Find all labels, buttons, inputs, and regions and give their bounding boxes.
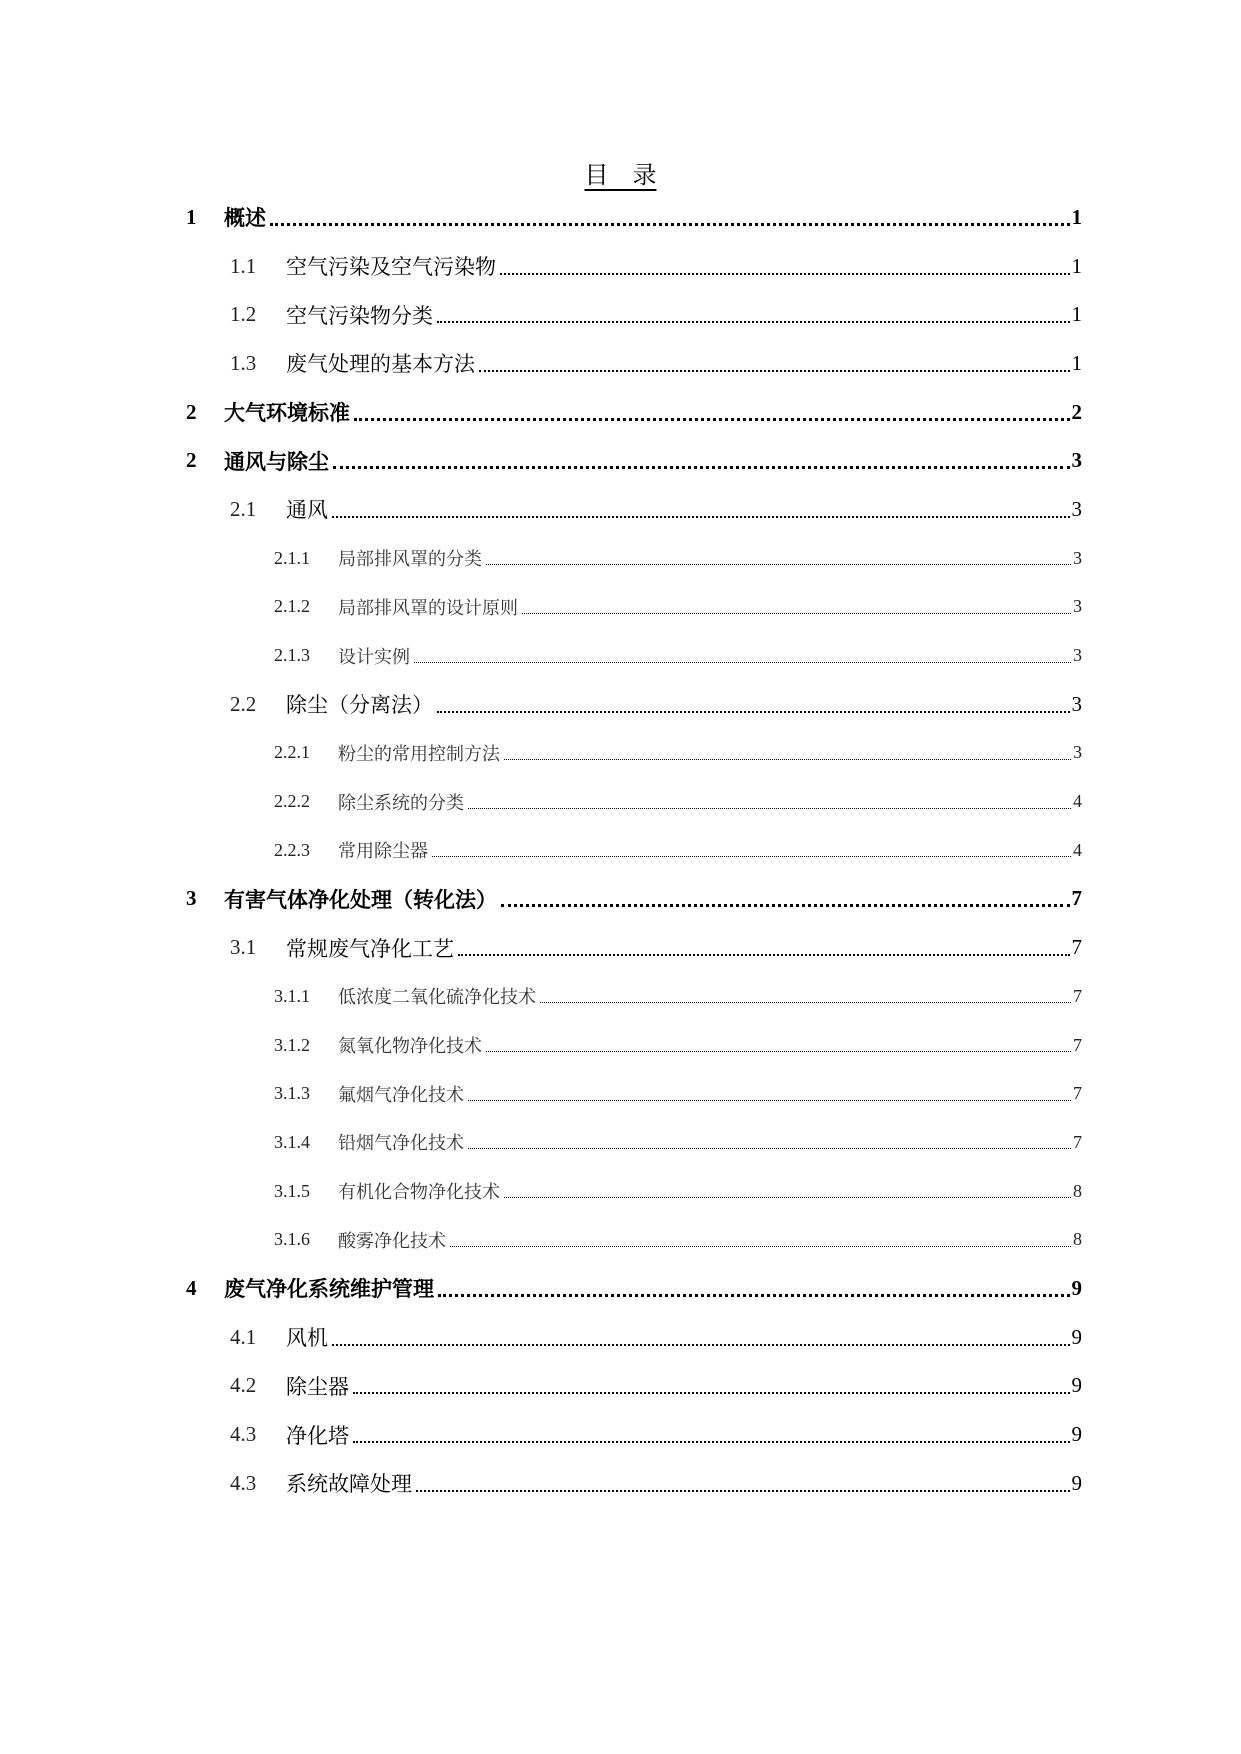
toc-entry-title: 常用除尘器 bbox=[338, 841, 428, 863]
toc-entry-level-2[interactable] bbox=[0, 242, 1241, 291]
dot-leader bbox=[486, 549, 1071, 567]
toc-entry-level-3[interactable] bbox=[0, 1021, 1241, 1070]
dot-leader bbox=[450, 1231, 1071, 1249]
toc-entry-level-2[interactable] bbox=[0, 680, 1241, 729]
toc-entry-number: 2.2 bbox=[230, 691, 257, 716]
toc-entry-level-2[interactable] bbox=[0, 1362, 1241, 1411]
toc-entry-title: 有机化合物净化技术 bbox=[338, 1182, 500, 1204]
toc-entry-title: 局部排风罩的分类 bbox=[338, 549, 482, 571]
toc-entry-title: 空气污染物分类 bbox=[286, 303, 433, 328]
toc-entry-number: 2.1.2 bbox=[274, 596, 310, 617]
toc-entry-title: 空气污染及空气污染物 bbox=[286, 255, 496, 280]
toc-entry-level-3[interactable] bbox=[0, 631, 1241, 680]
toc-entry-title: 局部排风罩的设计原则 bbox=[338, 597, 518, 619]
toc-entry-level-2[interactable] bbox=[0, 1313, 1241, 1362]
toc-entry-title: 通风 bbox=[286, 498, 328, 523]
toc-entry-page-number: 1 bbox=[1071, 204, 1082, 229]
toc-entry-title: 氟烟气净化技术 bbox=[338, 1084, 464, 1106]
dot-leader bbox=[353, 1424, 1070, 1445]
dot-leader bbox=[353, 1375, 1070, 1396]
toc-entry-title: 低浓度二氧化硫净化技术 bbox=[338, 987, 536, 1009]
toc-entry-title: 大气环境标准 bbox=[224, 401, 350, 426]
toc-entry-title: 设计实例 bbox=[338, 646, 410, 668]
dot-leader bbox=[504, 1182, 1071, 1200]
toc-entry-title: 除尘系统的分类 bbox=[338, 792, 464, 814]
toc-entry-level-2[interactable] bbox=[0, 290, 1241, 339]
toc-entry-title: 除尘器 bbox=[286, 1374, 349, 1399]
toc-entry-number: 1.1 bbox=[230, 253, 257, 278]
toc-entry-page-number: 1 bbox=[1071, 350, 1082, 375]
toc-entry-number: 2.1 bbox=[230, 496, 257, 521]
toc-entry-level-1[interactable] bbox=[0, 193, 1241, 242]
toc-entry-level-2[interactable] bbox=[0, 1410, 1241, 1459]
toc-title bbox=[0, 157, 1241, 193]
dot-leader bbox=[438, 1278, 1070, 1299]
dot-leader bbox=[414, 647, 1071, 665]
toc-entry-number: 3.1.5 bbox=[274, 1180, 310, 1201]
dot-leader bbox=[437, 304, 1070, 325]
toc-entry-title: 粉尘的常用控制方法 bbox=[338, 743, 500, 765]
dot-leader bbox=[468, 793, 1071, 811]
dot-leader bbox=[468, 1133, 1071, 1151]
toc-entry-number: 2.2.3 bbox=[274, 839, 310, 860]
toc-entry-page-number: 9 bbox=[1071, 1470, 1082, 1495]
toc-entry-level-3[interactable] bbox=[0, 972, 1241, 1021]
dot-leader bbox=[354, 402, 1070, 423]
toc-entry-page-number: 3 bbox=[1073, 547, 1082, 568]
toc-entry-page-number: 8 bbox=[1073, 1229, 1082, 1250]
toc-entry-level-3[interactable] bbox=[0, 1069, 1241, 1118]
toc-entry-title: 废气处理的基本方法 bbox=[286, 352, 475, 377]
toc-entry-page-number: 4 bbox=[1073, 839, 1082, 860]
toc-entry-level-2[interactable] bbox=[0, 1459, 1241, 1508]
toc-entry-page-number: 2 bbox=[1071, 399, 1082, 424]
toc-entry-number: 2.2.1 bbox=[274, 742, 310, 763]
dot-leader bbox=[332, 499, 1070, 520]
toc-entry-page-number: 7 bbox=[1071, 886, 1082, 911]
toc-entry-title: 铅烟气净化技术 bbox=[338, 1133, 464, 1155]
toc-entry-number: 1.2 bbox=[230, 302, 257, 327]
toc-entry-title: 废气净化系统维护管理 bbox=[224, 1277, 434, 1302]
toc-entry-level-3[interactable] bbox=[0, 777, 1241, 826]
toc-entry-level-2[interactable] bbox=[0, 339, 1241, 388]
toc-entry-number: 3.1.2 bbox=[274, 1034, 310, 1055]
dot-leader bbox=[504, 744, 1071, 762]
toc-entry-number: 4 bbox=[186, 1275, 197, 1300]
toc-entry-level-1[interactable] bbox=[0, 436, 1241, 485]
toc-entry-number: 4.2 bbox=[230, 1373, 257, 1398]
dot-leader bbox=[332, 1327, 1070, 1348]
toc-entry-level-3[interactable] bbox=[0, 1215, 1241, 1264]
toc-entry-level-3[interactable] bbox=[0, 826, 1241, 875]
toc-entry-level-3[interactable] bbox=[0, 583, 1241, 632]
toc-entry-number: 1.3 bbox=[230, 350, 257, 375]
toc-entry-number: 2.2.2 bbox=[274, 791, 310, 812]
toc-entry-page-number: 7 bbox=[1073, 1131, 1082, 1152]
toc-entry-level-3[interactable] bbox=[0, 729, 1241, 778]
toc-entry-page-number: 3 bbox=[1073, 742, 1082, 763]
toc-entry-number: 1 bbox=[186, 204, 197, 229]
toc-entry-page-number: 1 bbox=[1071, 253, 1082, 278]
toc-entry-number: 3.1.6 bbox=[274, 1229, 310, 1250]
toc-entry-level-3[interactable] bbox=[0, 534, 1241, 583]
dot-leader bbox=[501, 888, 1070, 909]
dot-leader bbox=[479, 353, 1070, 374]
toc-title-text: 目 录 bbox=[584, 161, 657, 189]
toc-entry-number: 2 bbox=[186, 399, 197, 424]
dot-leader bbox=[486, 1036, 1071, 1054]
dot-leader bbox=[432, 841, 1071, 859]
toc-entry-level-1[interactable] bbox=[0, 1264, 1241, 1313]
toc-entry-number: 4.1 bbox=[230, 1324, 257, 1349]
toc-entry-page-number: 9 bbox=[1071, 1422, 1082, 1447]
toc-entry-number: 3 bbox=[186, 886, 197, 911]
dot-leader bbox=[416, 1473, 1070, 1494]
toc-entry-page-number: 7 bbox=[1073, 1083, 1082, 1104]
dot-leader bbox=[522, 598, 1071, 616]
toc-entry-number: 2.1.3 bbox=[274, 645, 310, 666]
dot-leader bbox=[270, 207, 1070, 228]
toc-entry-number: 2 bbox=[186, 448, 197, 473]
toc-entry-number: 3.1 bbox=[230, 935, 257, 960]
toc-entry-level-3[interactable] bbox=[0, 1118, 1241, 1167]
toc-entry-title: 净化塔 bbox=[286, 1423, 349, 1448]
toc-entry-page-number: 7 bbox=[1071, 935, 1082, 960]
toc-entry-page-number: 9 bbox=[1071, 1324, 1082, 1349]
toc-entry-title: 系统故障处理 bbox=[286, 1472, 412, 1497]
dot-leader bbox=[458, 937, 1070, 958]
toc-entry-page-number: 1 bbox=[1071, 302, 1082, 327]
toc-entry-number: 3.1.1 bbox=[274, 985, 310, 1006]
toc-entry-title: 常规废气净化工艺 bbox=[286, 936, 454, 961]
toc-entry-page-number: 3 bbox=[1073, 645, 1082, 666]
toc-entry-number: 4.3 bbox=[230, 1422, 257, 1447]
toc-entry-page-number: 8 bbox=[1073, 1180, 1082, 1201]
toc-entry-page-number: 3 bbox=[1071, 691, 1082, 716]
toc-entry-level-3[interactable] bbox=[0, 1167, 1241, 1216]
dot-leader bbox=[468, 1085, 1071, 1103]
toc-entry-title: 除尘（分离法） bbox=[286, 693, 433, 718]
toc-entry-page-number: 9 bbox=[1071, 1373, 1082, 1398]
toc-entry-level-2[interactable] bbox=[0, 485, 1241, 534]
toc-entry-page-number: 4 bbox=[1073, 791, 1082, 812]
dot-leader bbox=[333, 450, 1070, 471]
toc-entry-number: 3.1.4 bbox=[274, 1131, 310, 1152]
toc-entry-title: 有害气体净化处理（转化法） bbox=[224, 887, 497, 912]
dot-leader bbox=[500, 256, 1070, 277]
dot-leader bbox=[540, 987, 1071, 1005]
toc-entry-level-2[interactable] bbox=[0, 923, 1241, 972]
toc-entry-title: 通风与除尘 bbox=[224, 449, 329, 474]
toc-entry-page-number: 7 bbox=[1073, 985, 1082, 1006]
toc-entry-page-number: 7 bbox=[1073, 1034, 1082, 1055]
toc-entry-page-number: 3 bbox=[1071, 496, 1082, 521]
toc-entry-page-number: 3 bbox=[1071, 448, 1082, 473]
toc-entry-level-1[interactable] bbox=[0, 875, 1241, 924]
toc-entry-title: 风机 bbox=[286, 1326, 328, 1351]
dot-leader bbox=[437, 694, 1070, 715]
toc-entry-page-number: 3 bbox=[1073, 596, 1082, 617]
toc-entry-level-1[interactable] bbox=[0, 388, 1241, 437]
toc-entry-number: 3.1.3 bbox=[274, 1083, 310, 1104]
toc-entry-page-number: 9 bbox=[1071, 1275, 1082, 1300]
toc-entry-title: 氮氧化物净化技术 bbox=[338, 1036, 482, 1058]
toc-entry-number: 2.1.1 bbox=[274, 547, 310, 568]
toc-entry-number: 4.3 bbox=[230, 1470, 257, 1495]
toc-entry-title: 概述 bbox=[224, 206, 266, 231]
table-of-contents bbox=[0, 193, 1241, 1508]
toc-entry-title: 酸雾净化技术 bbox=[338, 1230, 446, 1252]
